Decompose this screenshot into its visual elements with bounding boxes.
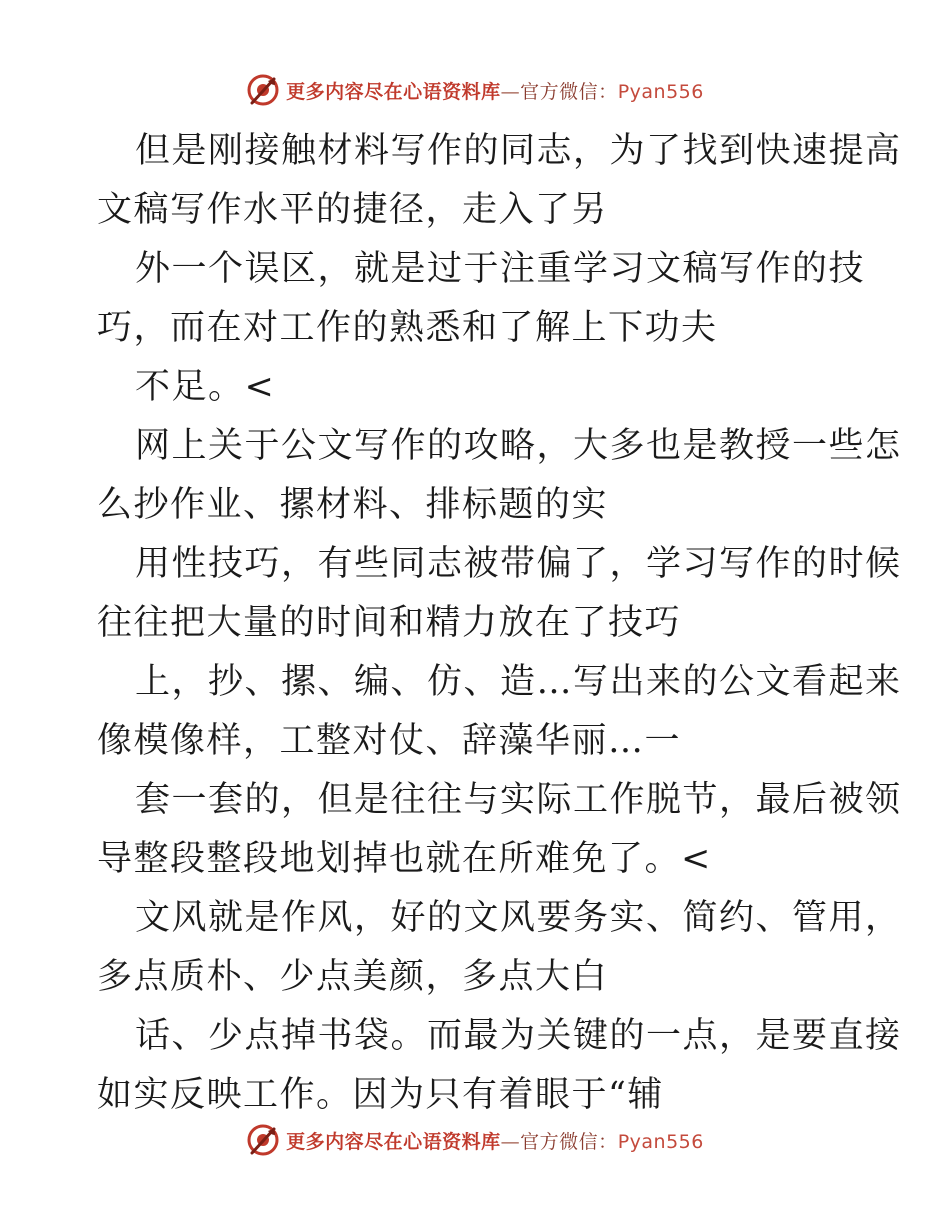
banner-site-text: 更多内容尽在心语资料库 [286,1130,501,1153]
body-line: 多点质朴、少点美颜，多点大白 [97,957,609,997]
banner-text [286,77,704,104]
body-line: 巧，而在对工作的熟悉和了解上下功夫 [97,308,718,348]
quill-logo-icon [246,1123,280,1157]
body-line: 文稿写作水平的捷径，走入了另 [97,190,609,230]
body-line: 导整段整段地划掉也就在所难免了。< [97,839,712,879]
body-line: 文风就是作风，好的文风要务实、简约、管用， [135,898,902,938]
body-line: 上，抄、摞、编、仿、造…写出来的公文看起来 [135,662,902,702]
quill-logo-icon [246,73,280,107]
body-line: 往往把大量的时间和精力放在了技巧 [97,603,682,643]
header-banner [0,70,950,110]
banner-site-text: 更多内容尽在心语资料库 [286,80,501,103]
banner-wechat-label: 官方微信： [520,80,618,103]
body-line: 不足。< [135,367,276,407]
banner-wechat-id: Pyan556 [617,80,704,103]
banner-wechat-label: 官方微信： [520,1130,618,1153]
banner-text [286,1127,704,1154]
banner-wechat-id: Pyan556 [617,1130,704,1153]
body-line: 么抄作业、摞材料、排标题的实 [97,485,609,525]
document-body [97,122,902,1125]
body-line: 外一个误区，就是过于注重学习文稿写作的技 [135,249,866,289]
body-line: 用性技巧，有些同志被带偏了，学习写作的时候 [135,544,902,584]
body-line: 话、少点掉书袋。而最为关键的一点，是要直接 [135,1016,902,1056]
body-line: 如实反映工作。因为只有着眼于“辅 [97,1075,664,1115]
footer-banner [0,1120,950,1160]
body-line: 套一套的，但是往往与实际工作脱节，最后被领 [135,780,902,820]
banner-separator: — [500,80,521,103]
banner-separator: — [500,1130,521,1153]
body-line: 像模像样，工整对仗、辞藻华丽…一 [97,721,682,761]
body-line: 网上关于公文写作的攻略，大多也是教授一些怎 [135,426,902,466]
body-line: 但是刚接触材料写作的同志，为了找到快速提高 [135,131,902,171]
